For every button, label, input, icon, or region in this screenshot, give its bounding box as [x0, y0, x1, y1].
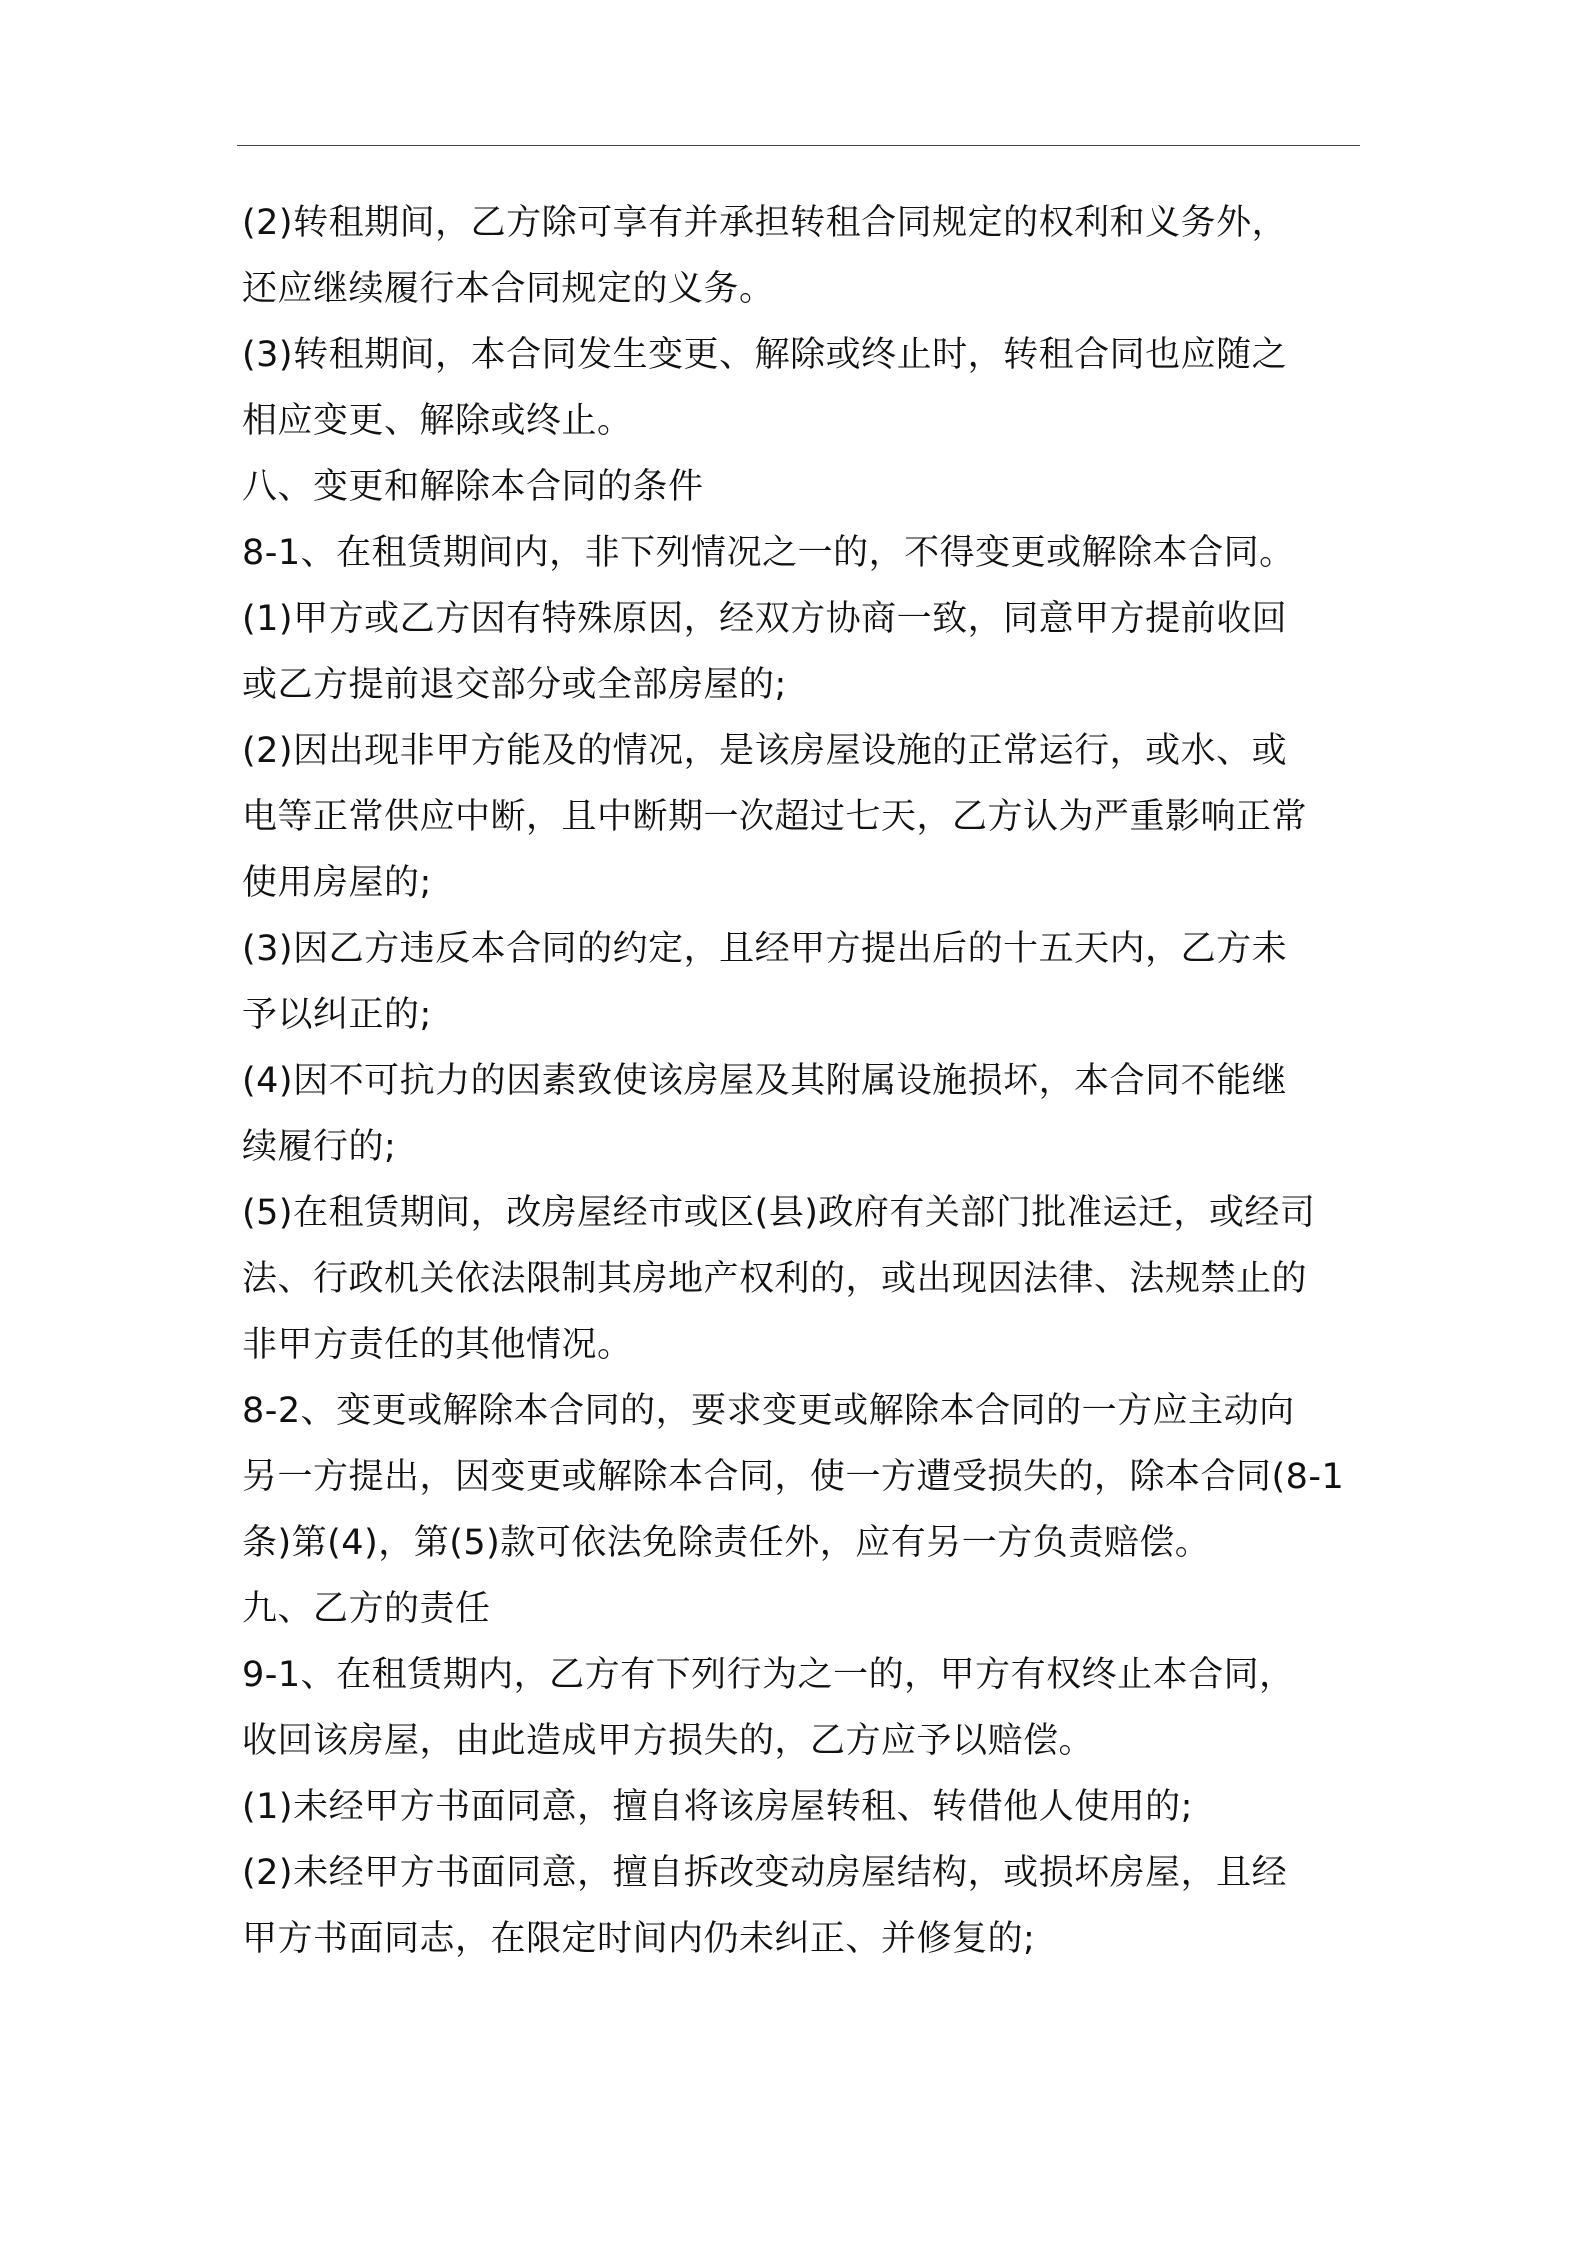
clause-8-1: 8-1、在租赁期间内，非下列情况之一的，不得变更或解除本合同。	[242, 533, 1295, 573]
clause-8-1-item-5: (5)在租赁期间，改房屋经市或区(县)政府有关部门批准运迁，或经司 法、行政机关依法限制其房地产权利的，或出现因法律、法规禁止的 非甲方责任的其他情况。	[242, 1193, 1316, 1365]
section-heading-9: 九、乙方的责任	[242, 1589, 491, 1629]
clause-7-2-sublease-obligations: (2)转租期间，乙方除可享有并承担转租合同规定的权利和义务外， 还应继续履行本合同规定的义务。	[242, 203, 1288, 309]
clause-9-1: 9-1、在租赁期内，乙方有下列行为之一的，甲方有权终止本合同， 收回该房屋，由此造成甲方损失的，乙方应予以赔偿。	[242, 1655, 1295, 1761]
clause-8-1-item-1: (1)甲方或乙方因有特殊原因，经双方协商一致，同意甲方提前收回 或乙方提前退交部分或全部房屋的;	[242, 599, 1288, 705]
clause-8-2: 8-2、变更或解除本合同的，要求变更或解除本合同的一方应主动向 另一方提出，因变更或解除本合同，使一方遭受损失的，除本合同(8-1 条)第(4)，第(5)款可依法免除责任外，应有另一方负责赔偿。	[242, 1391, 1345, 1563]
header-divider	[237, 145, 1360, 146]
clause-7-3-sublease-change: (3)转租期间，本合同发生变更、解除或终止时，转租合同也应随之 相应变更、解除或终止。	[242, 335, 1288, 441]
document-body	[242, 190, 1372, 1972]
clause-8-1-item-4: (4)因不可抗力的因素致使该房屋及其附属设施损坏，本合同不能继 续履行的;	[242, 1061, 1288, 1167]
clause-9-1-item-1: (1)未经甲方书面同意，擅自将该房屋转租、转借他人使用的;	[242, 1787, 1193, 1827]
clause-8-1-item-3: (3)因乙方违反本合同的约定，且经甲方提出后的十五天内，乙方未 予以纠正的;	[242, 929, 1288, 1035]
section-heading-8: 八、变更和解除本合同的条件	[242, 467, 704, 507]
clause-9-1-item-2: (2)未经甲方书面同意，擅自拆改变动房屋结构，或损坏房屋，且经 甲方书面同志，在限定时间内仍未纠正、并修复的;	[242, 1853, 1288, 1959]
clause-8-1-item-2: (2)因出现非甲方能及的情况，是该房屋设施的正常运行，或水、或 电等正常供应中断，且中断期一次超过七天，乙方认为严重影响正常 使用房屋的;	[242, 731, 1308, 903]
